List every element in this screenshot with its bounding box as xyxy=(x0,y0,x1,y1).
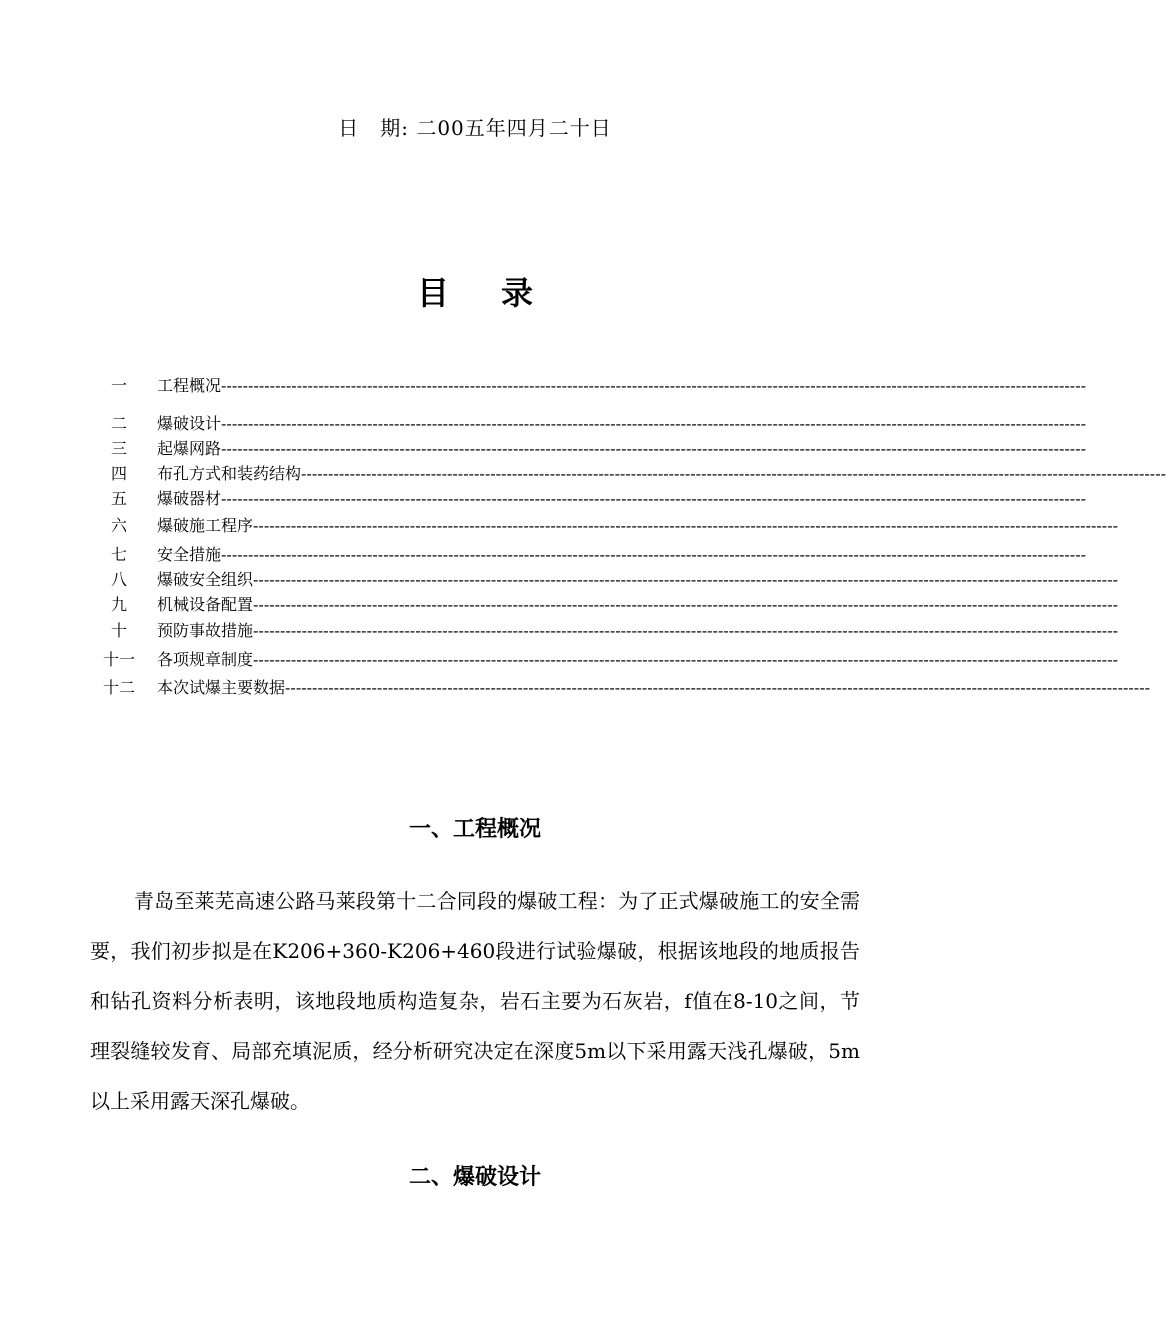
toc-item-number: 十二 xyxy=(102,678,135,697)
toc-item-number: 七 xyxy=(110,545,127,564)
toc-item-label: 工程概况 xyxy=(157,376,222,395)
toc-item-number: 一 xyxy=(110,376,127,395)
section-1-heading: 一、工程概况 xyxy=(408,817,541,842)
toc-item[interactable]: 十 预防事故措施---------------------------------------------------------------------------------------------------------------------------------------------------------------- xyxy=(96,619,776,643)
toc-item-number: 十 xyxy=(110,621,127,640)
toc-item-number: 十一 xyxy=(102,650,135,669)
toc-title xyxy=(0,268,950,314)
toc-item-number: 二 xyxy=(110,414,127,433)
toc-title-char-2: 录 xyxy=(501,274,534,312)
toc-item[interactable]: 一 工程概况---------------------------------------------------------------------------------------------------------------------------------------------------------------- xyxy=(96,374,776,398)
toc-item[interactable]: 三 起爆网路---------------------------------------------------------------------------------------------------------------------------------------------------------------- xyxy=(96,437,776,461)
toc-item[interactable]: 五 爆破器材---------------------------------------------------------------------------------------------------------------------------------------------------------------- xyxy=(96,487,776,511)
toc-item-number: 四 xyxy=(110,464,127,483)
toc-item-label: 布孔方式和装药结构 xyxy=(157,464,302,483)
toc-item-label: 预防事故措施 xyxy=(157,621,254,640)
toc-item[interactable]: 八 爆破安全组织---------------------------------------------------------------------------------------------------------------------------------------------------------------- xyxy=(96,568,776,592)
toc-item-number: 三 xyxy=(110,439,127,458)
toc-item[interactable]: 十一 各项规章制度---------------------------------------------------------------------------------------------------------------------------------------------------------------- xyxy=(96,648,776,672)
toc-item-label: 安全措施 xyxy=(157,545,222,564)
toc-item[interactable]: 四 布孔方式和装药结构---------------------------------------------------------------------------------------------------------------------------------------------------------------- xyxy=(96,462,776,486)
toc-item-label: 爆破安全组织 xyxy=(157,570,254,589)
toc-item-number: 六 xyxy=(110,516,127,535)
section-2-heading: 二、爆破设计 xyxy=(408,1165,541,1190)
toc-item-number: 五 xyxy=(110,489,127,508)
toc-item-label: 爆破器材 xyxy=(157,489,222,508)
toc-item[interactable]: 七 安全措施---------------------------------------------------------------------------------------------------------------------------------------------------------------- xyxy=(96,543,776,567)
section-1-paragraph: 青岛至莱芜高速公路马莱段第十二合同段的爆破工程：为了正式爆破施工的安全需要，我们初步拟是在K206+360-K206+460段进行试验爆破，根据该地段的地质报告和钻孔资料分析表明，该地段地质构造复杂，岩石主要为石灰岩，f值在8-10之间，节理裂缝较发育、局部充填泥质，经分析研究决定在深度5m以下采用露天浅孔爆破，5m以上采用露天深孔爆破。 xyxy=(90,889,860,1113)
toc-item-label: 起爆网路 xyxy=(157,439,222,458)
toc-item-label: 各项规章制度 xyxy=(157,650,254,669)
date-line: 日 期: 二00五年四月二十日 xyxy=(338,116,612,140)
toc-item[interactable]: 二 爆破设计---------------------------------------------------------------------------------------------------------------------------------------------------------------- xyxy=(96,412,776,436)
toc-item-number: 九 xyxy=(110,595,127,614)
toc-item-label: 本次试爆主要数据 xyxy=(157,678,286,697)
toc-item-number: 八 xyxy=(110,570,127,589)
toc-item-label: 爆破施工程序 xyxy=(157,516,254,535)
toc-item-label: 爆破设计 xyxy=(157,414,222,433)
toc-item[interactable]: 十二 本次试爆主要数据---------------------------------------------------------------------------------------------------------------------------------------------------------------- xyxy=(96,676,776,700)
toc-item-label: 机械设备配置 xyxy=(157,595,254,614)
toc-item[interactable]: 九 机械设备配置---------------------------------------------------------------------------------------------------------------------------------------------------------------- xyxy=(96,593,776,617)
toc-title-char-1: 目 xyxy=(416,274,449,312)
toc-item[interactable]: 六 爆破施工程序---------------------------------------------------------------------------------------------------------------------------------------------------------------- xyxy=(96,514,776,538)
